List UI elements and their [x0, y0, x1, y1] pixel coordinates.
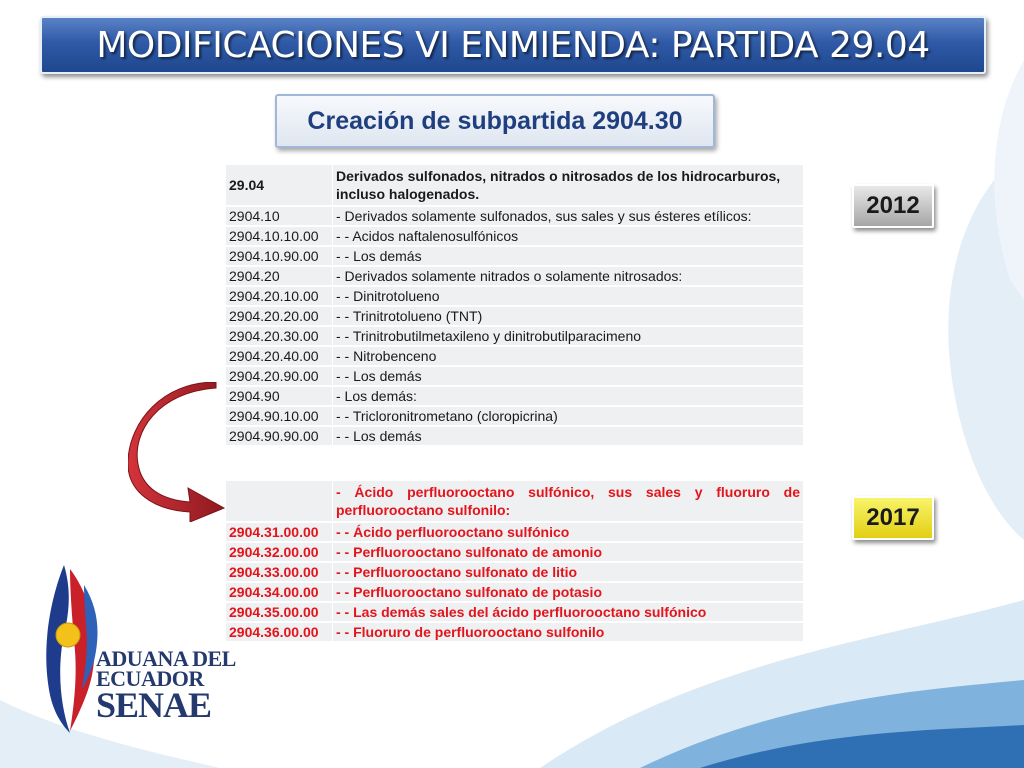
table-row [226, 583, 804, 601]
tariff-code: 2904.20.20.00 [226, 307, 333, 325]
tariff-code: 2904.33.00.00 [226, 563, 333, 581]
tariff-table-2017 [226, 479, 804, 643]
table-row [226, 427, 804, 445]
tariff-code: 2904.20 [226, 267, 333, 285]
tariff-code: 2904.35.00.00 [226, 603, 333, 621]
table-row [226, 563, 804, 581]
table-header-row [226, 481, 804, 521]
table-row [226, 623, 804, 641]
logo-text-line2: ECUADOR [96, 666, 204, 691]
tariff-code: 2904.10 [226, 207, 333, 225]
tariff-code: 2904.32.00.00 [226, 543, 333, 561]
table-row [226, 287, 804, 305]
tariff-description: - - Los demás [333, 427, 804, 445]
tariff-description: - - Dinitrotolueno [333, 287, 804, 305]
table-row [226, 207, 804, 225]
heading-code [226, 481, 333, 521]
tariff-description: - - Tricloronitrometano (cloropicrina) [333, 407, 804, 425]
tariff-code: 2904.10.90.00 [226, 247, 333, 265]
curved-arrow-icon [128, 382, 228, 522]
tariff-code: 2904.34.00.00 [226, 583, 333, 601]
tariff-description: - Los demás: [333, 387, 804, 405]
tariff-description: - - Perfluorooctano sulfonato de potasio [333, 583, 804, 601]
tariff-description: - - Trinitrobutilmetaxileno y dinitrobutilparacimeno [333, 327, 804, 345]
tariff-code: 2904.90 [226, 387, 333, 405]
table-row [226, 387, 804, 405]
tariff-code: 2904.20.90.00 [226, 367, 333, 385]
tariff-code: 2904.20.30.00 [226, 327, 333, 345]
tariff-description: - - Los demás [333, 367, 804, 385]
logo-text-line1: ADUANA DEL [96, 646, 236, 671]
tariff-description: - - Las demás sales del ácido perfluorooctano sulfónico [333, 603, 804, 621]
tariff-description: - - Trinitrotolueno (TNT) [333, 307, 804, 325]
year-badge-2017: 2017 [852, 496, 934, 540]
page-subtitle: Creación de subpartida 2904.30 [307, 106, 683, 135]
subtitle-banner [275, 94, 715, 148]
tariff-description: - - Acidos naftalenosulfónicos [333, 227, 804, 245]
table-row [226, 347, 804, 365]
table-header-row [226, 165, 804, 205]
tariff-code: 2904.36.00.00 [226, 623, 333, 641]
table-row [226, 227, 804, 245]
tariff-code: 2904.10.10.00 [226, 227, 333, 245]
table-row [226, 603, 804, 621]
page-title: MODIFICACIONES VI ENMIENDA: PARTIDA 29.04 [96, 24, 930, 66]
table-row [226, 307, 804, 325]
tariff-code: 2904.90.10.00 [226, 407, 333, 425]
tariff-description: - - Ácido perfluorooctano sulfónico [333, 523, 804, 541]
heading-description: - Ácido perfluorooctano sulfónico, sus sales y fluoruro de perfluorooctano sulfonilo: [333, 481, 804, 521]
tariff-table-2012 [226, 163, 804, 447]
table-row [226, 543, 804, 561]
tariff-description: - - Los demás [333, 247, 804, 265]
tariff-description: - - Fluoruro de perfluorooctano sulfonilo [333, 623, 804, 641]
tariff-code: 2904.31.00.00 [226, 523, 333, 541]
table-row [226, 523, 804, 541]
tariff-code: 2904.20.10.00 [226, 287, 333, 305]
table-row [226, 247, 804, 265]
tariff-code: 2904.90.90.00 [226, 427, 333, 445]
title-banner [40, 16, 986, 74]
table-row [226, 327, 804, 345]
tariff-description: - Derivados solamente nitrados o solamente nitrosados: [333, 267, 804, 285]
table-row [226, 407, 804, 425]
year-badge-2012: 2012 [852, 184, 934, 228]
tariff-description: - Derivados solamente sulfonados, sus sales y sus ésteres etílicos: [333, 207, 804, 225]
logo-text-line3: SENAE [96, 685, 212, 725]
tariff-description: - - Nitrobenceno [333, 347, 804, 365]
heading-description: Derivados sulfonados, nitrados o nitrosados de los hidrocarburos, incluso halogenados. [333, 165, 804, 205]
table-row [226, 367, 804, 385]
tariff-description: - - Perfluorooctano sulfonato de litio [333, 563, 804, 581]
table-row [226, 267, 804, 285]
heading-code: 29.04 [226, 165, 333, 205]
tariff-code: 2904.20.40.00 [226, 347, 333, 365]
tariff-description: - - Perfluorooctano sulfonato de amonio [333, 543, 804, 561]
